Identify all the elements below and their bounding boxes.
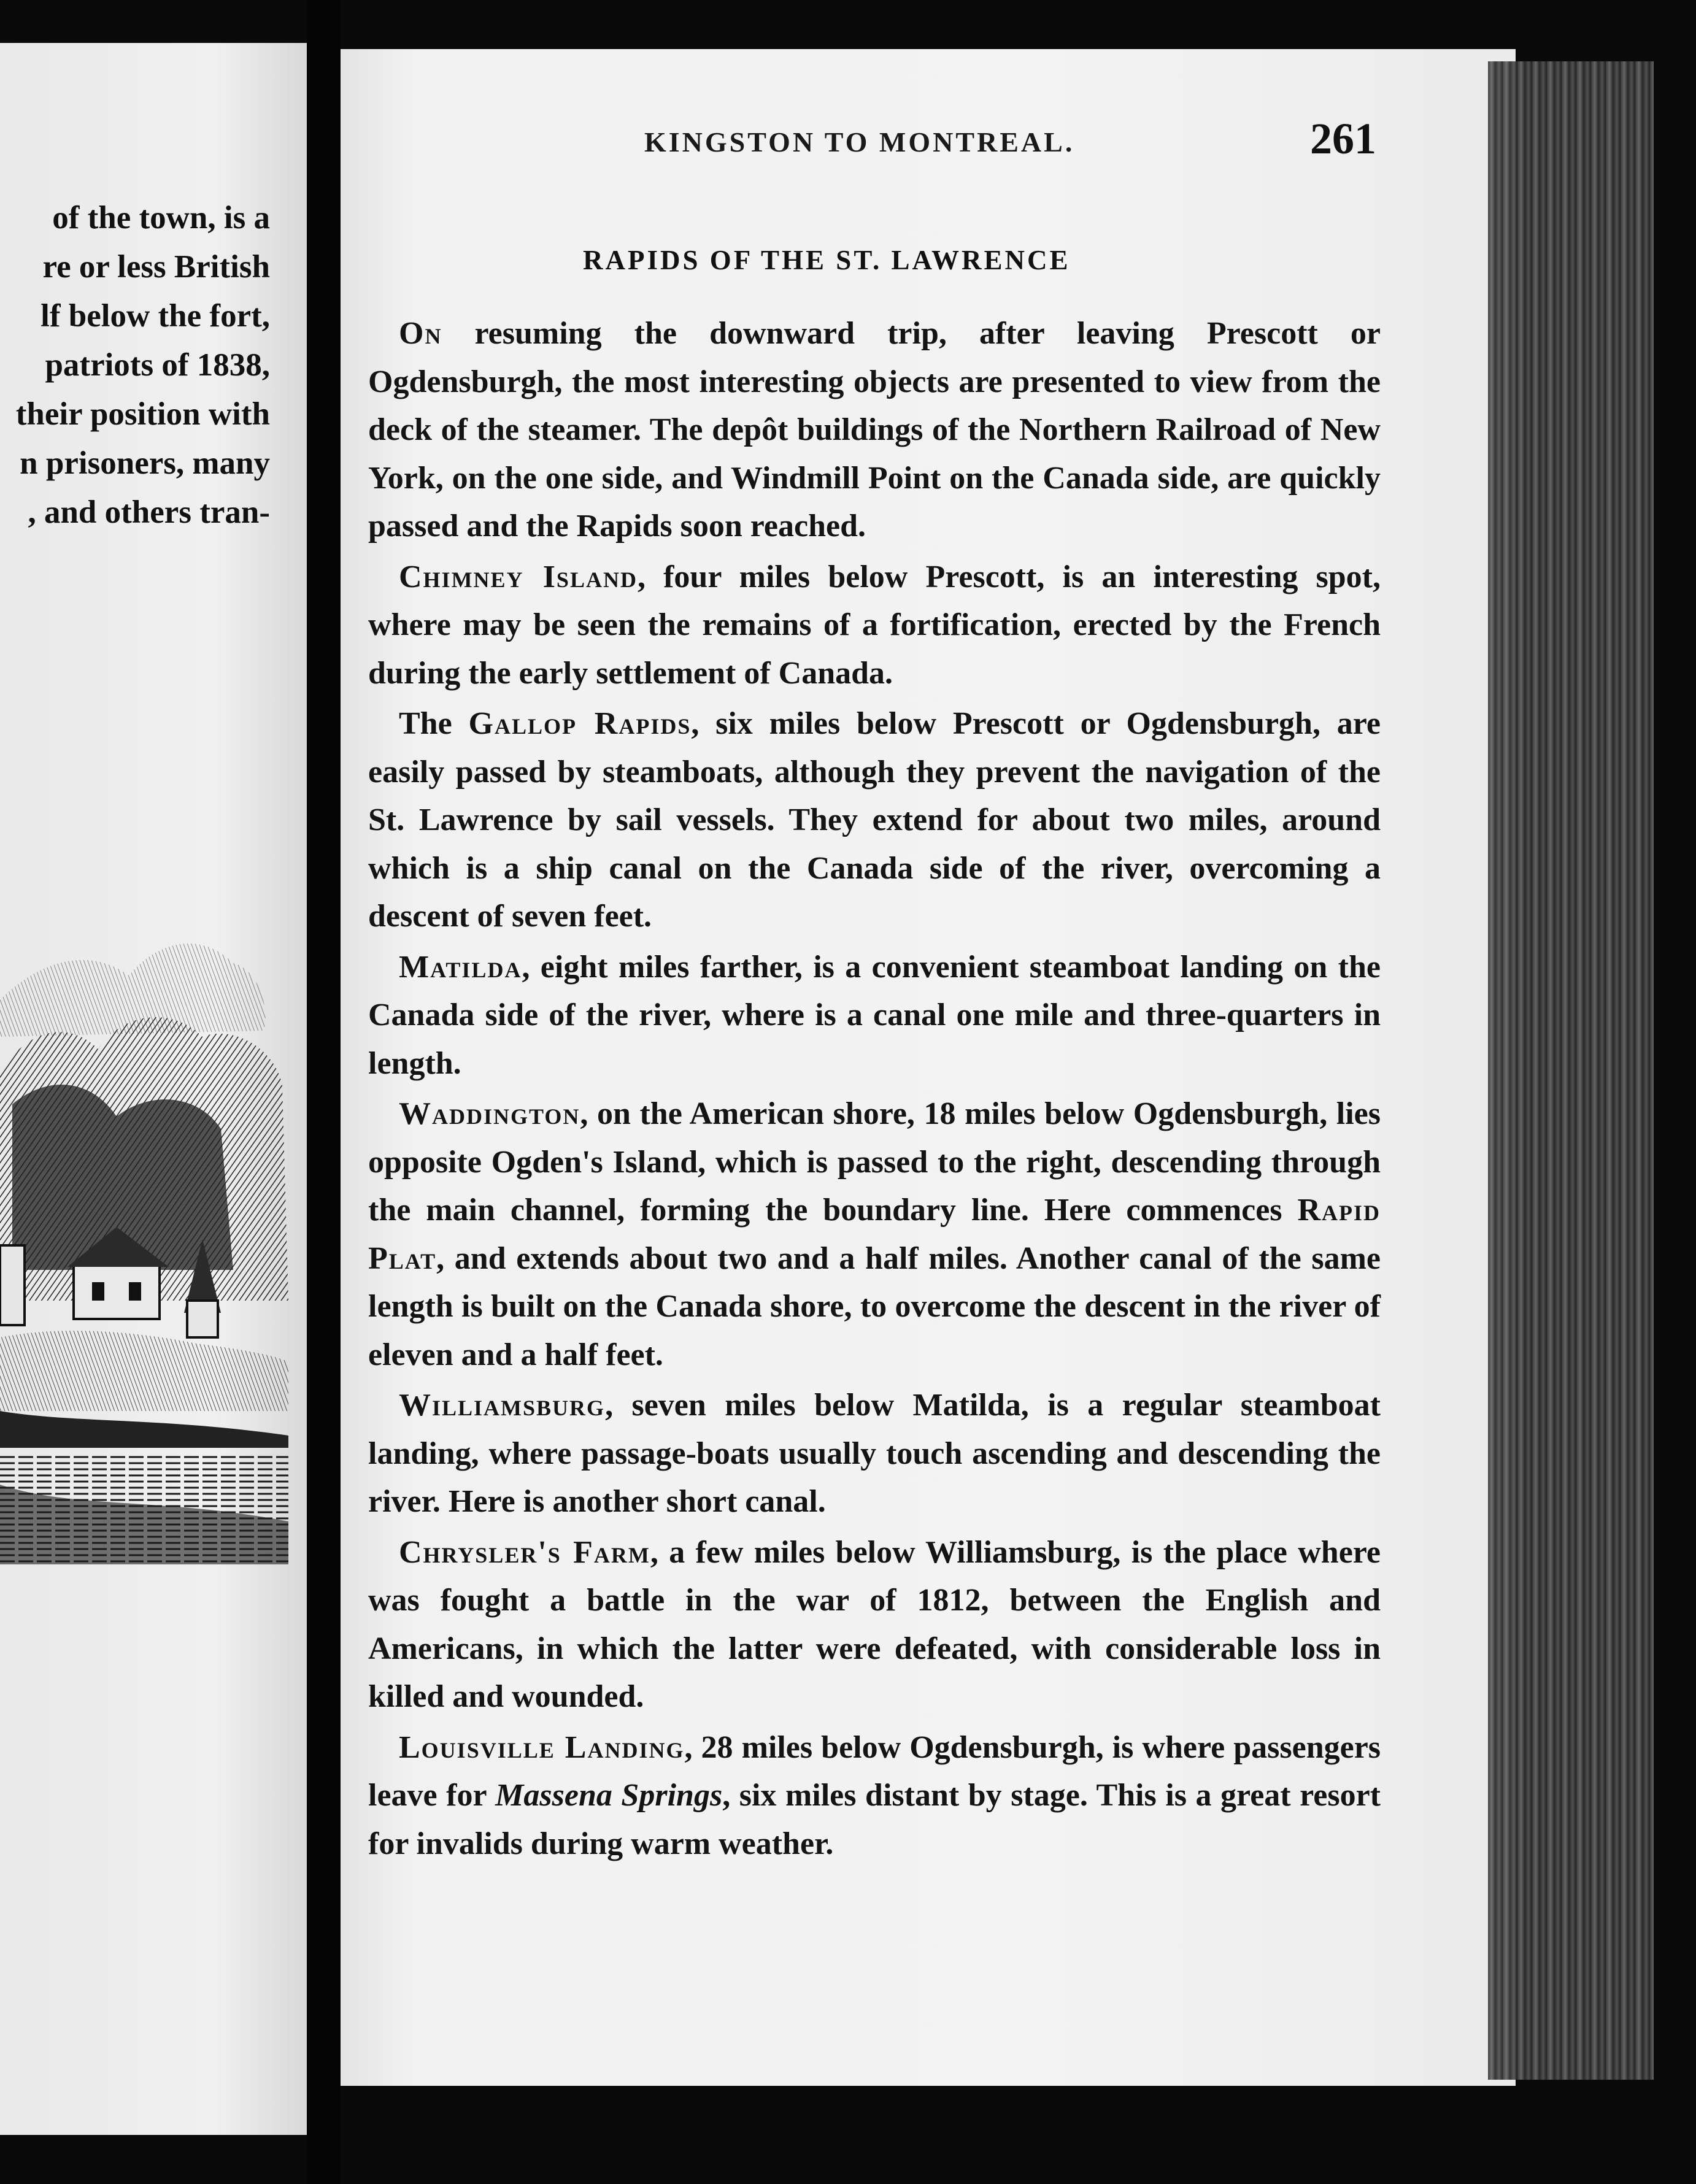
paragraph-lead-inline: Rapid Plat: [368, 1193, 1381, 1276]
left-page-line: re or less British: [42, 249, 270, 285]
paragraph: [368, 700, 1381, 941]
left-page-line: , and others tran-: [28, 494, 270, 530]
paragraph-text: , six miles below Prescott or Ogdensburgh, are easily passed by steamboats, although they prevent the navigation of the St. Lawrence by sail vessels. They extend for about two miles, around which is a ship canal on the Canada side of the river, overcoming a descent of seven feet.: [368, 706, 1381, 934]
paragraph-text: , 28 miles below Ogdensburgh, is where passengers leave for: [368, 1729, 1381, 1813]
paragraph-lead: Waddington: [399, 1096, 580, 1131]
paragraph-text: , seven miles below Matilda, is a regular steamboat landing, where passage-boats usually touch ascending and descending the river. Here is another short canal.: [368, 1388, 1381, 1519]
left-page-line: their position with: [15, 396, 270, 432]
paragraph: [368, 310, 1381, 551]
page-number: 261: [1310, 114, 1376, 163]
paragraph-text: resuming the downward trip, after leaving Prescott or Ogdensburgh, the most interesting objects are presented to view from the deck of the steamer. The depôt buildings of the Northern Railroad of New York, on the one side, and Windmill Point on the Canada side, are quickly passed and the Rapids soon reached.: [368, 316, 1381, 544]
landscape-engraving-image: [0, 871, 288, 1564]
book-gutter: [307, 0, 341, 2184]
paragraph-lead: Gallop Rapids: [468, 706, 692, 741]
paragraph-lead: Louisville Landing: [399, 1729, 685, 1765]
left-facing-page: [0, 43, 307, 2135]
section-title: RAPIDS OF THE ST. LAWRENCE: [583, 245, 1071, 275]
paragraph-text: , on the American shore, 18 miles below Ogdensburgh, lies opposite Ogden's Island, which is passed to the right, descending through the main channel, forming the boundary line. Here commences: [368, 1096, 1381, 1228]
running-head: KINGSTON TO MONTREAL.: [644, 126, 1075, 158]
left-page-text: [0, 193, 270, 537]
paragraph-lead: On: [399, 316, 442, 351]
paragraph: [368, 944, 1381, 1088]
paragraph-text: , eight miles farther, is a convenient steamboat landing on the Canada side of the river, where is a canal one mile and three-quarters in length.: [368, 949, 1381, 1081]
paragraph-text: , a few miles below Williamsburg, is the place where was fought a battle in the war of 1812, between the English and Americans, in which the latter were defeated, with considerable loss in killed and wounded.: [368, 1534, 1381, 1714]
paragraph-lead: Chimney Island: [399, 559, 638, 594]
paragraph-lead: Chrysler's Farm: [399, 1534, 650, 1570]
left-page-line: of the town, is a: [52, 200, 270, 236]
left-page-line: lf below the fort,: [40, 298, 270, 334]
paragraph-lead: Williamsburg: [399, 1388, 606, 1423]
page-edge-stack: [1488, 61, 1654, 2080]
body-text: [368, 310, 1381, 1871]
paragraph-text: , and extends about two and a half miles. Another canal of the same length is built on the Canada shore, to overcome the descent in the river of eleven and a half feet.: [368, 1240, 1381, 1372]
paragraph-pre: The: [399, 706, 469, 741]
paragraph: [368, 1090, 1381, 1379]
left-page-line: patriots of 1838,: [45, 347, 270, 383]
paragraph-italic: Massena Springs: [495, 1778, 723, 1813]
paragraph-text: , four miles below Prescott, is an interesting spot, where may be seen the remains of a fortification, erected by the French during the early settlement of Canada.: [368, 559, 1381, 691]
paragraph: [368, 1529, 1381, 1721]
paragraph: [368, 553, 1381, 698]
paragraph-lead: Matilda: [399, 949, 522, 985]
paragraph: [368, 1724, 1381, 1869]
left-page-line: n prisoners, many: [20, 445, 270, 481]
paragraph-text: , six miles distant by stage. This is a great resort for invalids during warm weather.: [368, 1778, 1381, 1861]
paragraph: [368, 1382, 1381, 1526]
